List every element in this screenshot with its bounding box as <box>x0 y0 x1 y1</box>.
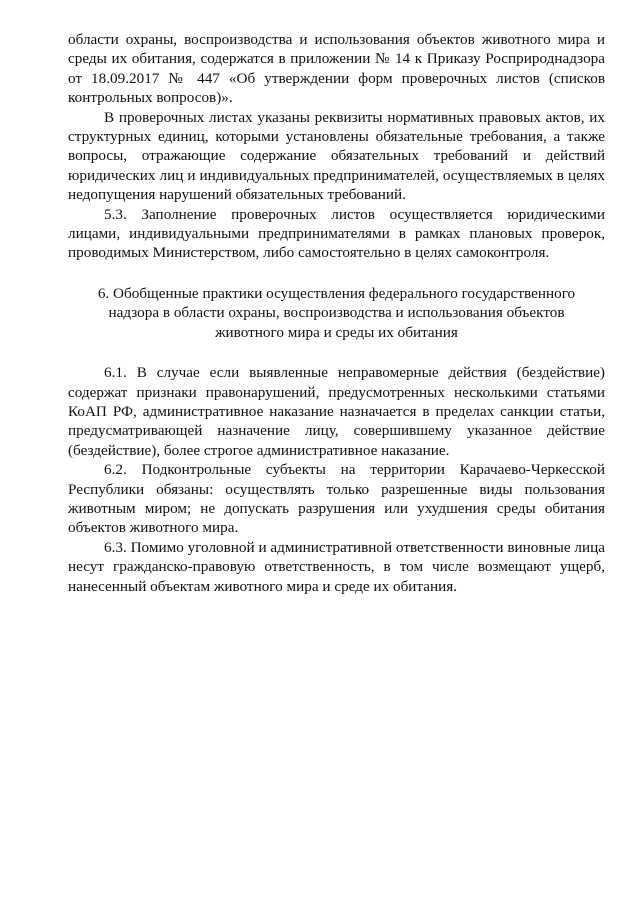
paragraph-5-3: 5.3. Заполнение проверочных листов осуществляется юридическими лицами, индивидуальными предпринимателями в рамках плановых проверок, проводимых Министерством, либо самостоятельно в целях самоконтроля. <box>68 205 605 262</box>
document-page <box>68 30 605 596</box>
section-heading-line: животного мира и среды их обитания <box>215 323 458 341</box>
paragraph-6-3: 6.3. Помимо уголовной и административной ответственности виновные лица несут гражданско-правовую ответственность, в том числе возмещают ущерб, нанесенный объектам животного мира и среде их обитания. <box>68 538 605 595</box>
paragraph-checklist-details: В проверочных листах указаны реквизиты нормативных правовых актов, их структурных единиц, которыми установлены обязательные требования, а также вопросы, отражающие содержание обязательных требований и действий юридических лиц и индивидуальных предпринимателей, осуществляемых в целях недопущения нарушений обязательных требований. <box>68 108 605 204</box>
section-heading-line: надзора в области охраны, воспроизводства и использования объектов <box>108 304 565 322</box>
paragraph-continuation: области охраны, воспроизводства и использования объектов животного мира и среды их обитания, содержатся в приложении № 14 к Приказу Росприроднадзора от 18.09.2017 № 447 «Об утверждении форм проверочных листов (списков контрольных вопросов)». <box>68 31 605 107</box>
section-6-heading <box>68 284 605 342</box>
paragraph-6-1: 6.1. В случае если выявленные неправомерные действия (бездействие) содержат признаки правонарушений, предусмотренных несколькими статьями КоАП РФ, административное наказание назначается в пределах санкции статьи, предусматривающей назначение лицу, совершившему указанное действие (бездействие), более строгое административное наказание. <box>68 364 605 459</box>
paragraph-6-2: 6.2. Подконтрольные субъекты на территории Карачаево-Черкесской Республики обязаны: осуществлять только разрешенные виды пользования животным миром; не допускать разрушения или ухудшения среды обитания объектов животного мира. <box>68 461 605 537</box>
section-heading-line: 6. Обобщенные практики осуществления федерального государственного <box>97 284 576 302</box>
